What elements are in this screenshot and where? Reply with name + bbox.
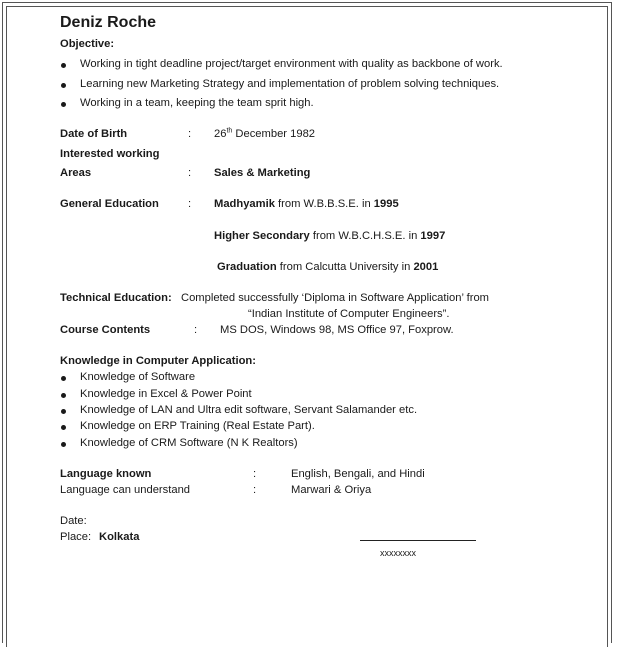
signature-name: xxxxxxxx xyxy=(380,548,416,558)
dob-value xyxy=(214,128,315,140)
technical-education-label: Technical Education: xyxy=(60,292,172,304)
interest-colon: : xyxy=(188,167,192,179)
dob-colon: : xyxy=(188,128,192,140)
place-value: Kolkata xyxy=(99,531,140,543)
general-education-label: General Education xyxy=(60,198,159,210)
education-title: Madhyamik xyxy=(214,198,275,210)
education-year: 1995 xyxy=(373,198,399,210)
knowledge-item: Knowledge of CRM Software (N K Realtors) xyxy=(80,437,298,449)
language-understand-label: Language can understand xyxy=(60,484,191,496)
knowledge-item: Knowledge of LAN and Ultra edit software, Servant Salamander etc. xyxy=(80,404,418,416)
knowledge-heading: Knowledge in Computer Application: xyxy=(60,355,256,367)
dob-label: Date of Birth xyxy=(60,128,128,140)
bullet-icon xyxy=(61,393,66,398)
language-understand-colon: : xyxy=(253,484,257,496)
education-detail: from W.B.C.H.S.E. in xyxy=(309,230,421,242)
education-title: Higher Secondary xyxy=(214,230,310,242)
education-year: 2001 xyxy=(413,261,439,273)
education-detail: from Calcutta University in xyxy=(276,261,414,273)
bullet-icon xyxy=(61,63,66,68)
language-understand-value: Marwari & Oriya xyxy=(291,484,372,496)
technical-education-line1: Completed successfully ‘Diploma in Software Application’ from xyxy=(181,292,489,304)
bullet-icon xyxy=(61,376,66,381)
language-known-value: English, Bengali, and Hindi xyxy=(291,468,425,480)
language-known-colon: : xyxy=(253,468,257,480)
course-contents-label: Course Contents xyxy=(60,324,151,336)
technical-education-line2: “Indian Institute of Computer Engineers”. xyxy=(248,308,450,320)
general-education-colon: : xyxy=(188,198,192,210)
education-entry xyxy=(217,261,438,273)
education-year: 1997 xyxy=(420,230,446,242)
bullet-icon xyxy=(61,102,66,107)
knowledge-item: Knowledge of Software xyxy=(80,371,196,383)
education-detail: from W.B.B.S.E. in xyxy=(274,198,374,210)
bullet-icon xyxy=(61,442,66,447)
dob-suffix: th xyxy=(226,127,233,135)
knowledge-item: Knowledge on ERP Training (Real Estate Part). xyxy=(80,420,315,432)
bullet-icon xyxy=(61,425,66,430)
objective-heading: Objective: xyxy=(60,38,115,50)
bullet-icon xyxy=(61,409,66,414)
education-entry xyxy=(214,198,399,210)
education-title: Graduation xyxy=(217,261,277,273)
candidate-name: Deniz Roche xyxy=(60,14,157,31)
dob-day: 26 xyxy=(214,128,227,140)
knowledge-item: Knowledge in Excel & Power Point xyxy=(80,388,252,400)
interest-label-line2: Areas xyxy=(60,167,92,179)
language-known-label: Language known xyxy=(60,468,152,480)
education-entry xyxy=(214,230,445,242)
date-label: Date: xyxy=(60,515,87,527)
bullet-icon xyxy=(61,83,66,88)
place-label: Place: xyxy=(60,531,92,543)
course-contents-value: MS DOS, Windows 98, MS Office 97, Foxprow. xyxy=(220,324,454,336)
signature-line xyxy=(360,540,476,541)
interest-value: Sales & Marketing xyxy=(214,167,311,179)
objective-item: Working in tight deadline project/target environment with quality as backbone of work. xyxy=(80,58,503,70)
objective-item: Working in a team, keeping the team sprit high. xyxy=(80,97,314,109)
course-contents-colon: : xyxy=(194,324,198,336)
interest-label-line1: Interested working xyxy=(60,148,160,160)
dob-rest: December 1982 xyxy=(232,128,316,140)
objective-item: Learning new Marketing Strategy and implementation of problem solving techniques. xyxy=(80,78,500,90)
